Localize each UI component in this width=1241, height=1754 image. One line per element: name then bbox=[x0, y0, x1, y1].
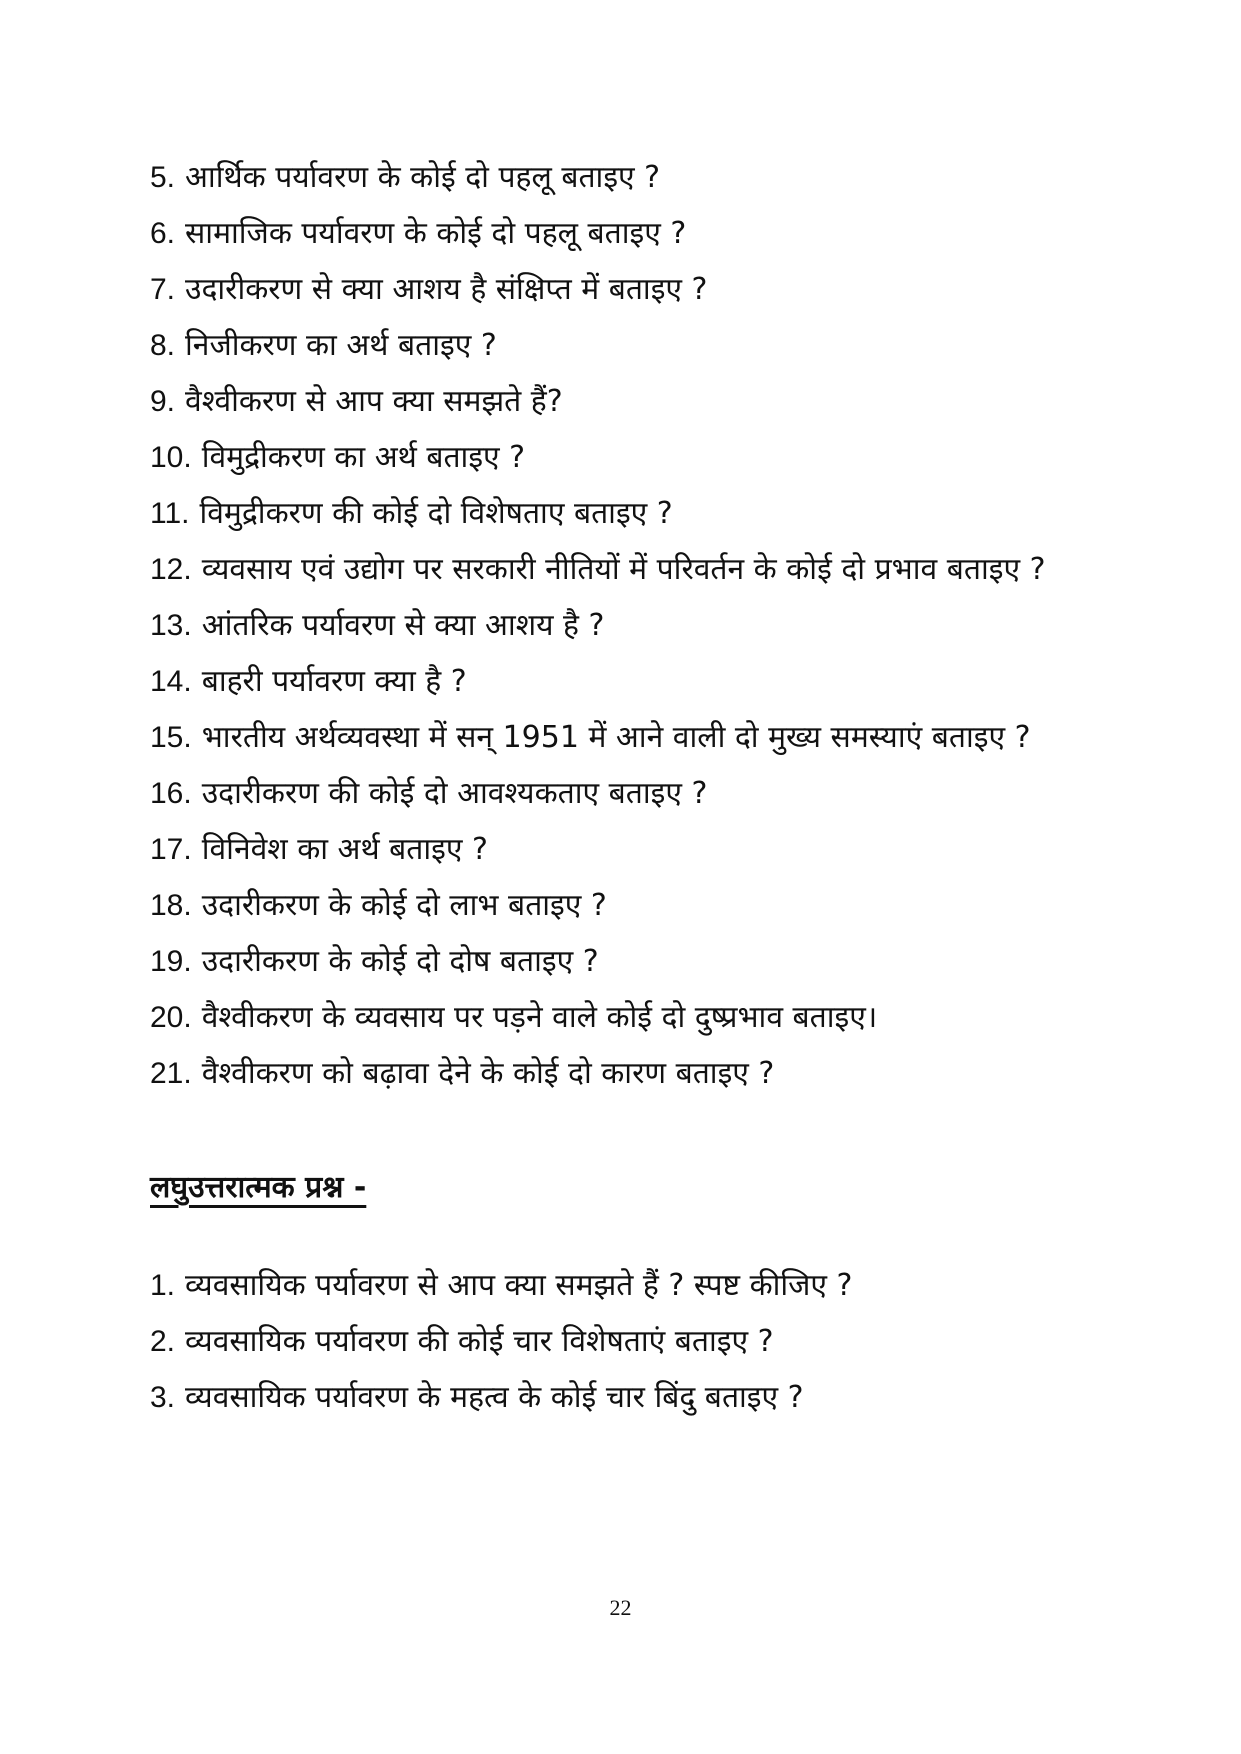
question-number: 20. bbox=[150, 1001, 192, 1034]
short-question-item-3 bbox=[150, 1370, 1090, 1426]
question-text: विनिवेश का अर्थ बताइए ? bbox=[201, 832, 488, 867]
question-item-13 bbox=[150, 598, 1090, 654]
question-number: 8. bbox=[150, 329, 176, 362]
question-item-20 bbox=[150, 990, 1090, 1046]
question-item-9 bbox=[150, 374, 1090, 430]
question-text: उदारीकरण की कोई दो आवश्यकताए बताइए ? bbox=[201, 776, 708, 811]
section-heading-short-answer: लघुउत्तरात्मक प्रश्न - bbox=[150, 1170, 367, 1205]
question-item-11 bbox=[150, 486, 1090, 542]
page-number: 22 bbox=[609, 1595, 632, 1620]
question-text: विमुद्रीकरण की कोई दो विशेषताए बताइए ? bbox=[199, 496, 673, 531]
question-item-21 bbox=[150, 1046, 1090, 1102]
question-item-8 bbox=[150, 318, 1090, 374]
question-number: 15. bbox=[150, 721, 192, 754]
question-text: उदारीकरण के कोई दो दोष बताइए ? bbox=[201, 944, 599, 979]
question-number: 3. bbox=[150, 1381, 176, 1414]
question-text: भारतीय अर्थव्यवस्था में सन् 1951 में आने वाली दो मुख्य समस्याएं बताइए ? bbox=[201, 720, 1031, 755]
question-item-19 bbox=[150, 934, 1090, 990]
question-number: 7. bbox=[150, 273, 176, 306]
question-text: उदारीकरण से क्या आशय है संक्षिप्त में बताइए ? bbox=[185, 272, 708, 307]
question-number: 9. bbox=[150, 385, 176, 418]
question-number: 10. bbox=[150, 441, 192, 474]
question-text: वैश्वीकरण के व्यवसाय पर पड़ने वाले कोई दो दुष्प्रभाव बताइए। bbox=[201, 1000, 878, 1035]
question-text: उदारीकरण के कोई दो लाभ बताइए ? bbox=[201, 888, 607, 923]
question-number: 6. bbox=[150, 217, 176, 250]
question-text: आंतरिक पर्यावरण से क्या आशय है ? bbox=[201, 608, 605, 643]
question-item-14 bbox=[150, 654, 1090, 710]
question-text: वैश्वीकरण से आप क्या समझते हैं? bbox=[185, 384, 563, 419]
question-item-6 bbox=[150, 206, 1090, 262]
question-text: व्यवसायिक पर्यावरण से आप क्या समझते हैं ? स्पष्ट कीजिए ? bbox=[185, 1268, 853, 1303]
question-item-15 bbox=[150, 710, 1090, 766]
question-number: 16. bbox=[150, 777, 192, 810]
question-item-17 bbox=[150, 822, 1090, 878]
question-item-10 bbox=[150, 430, 1090, 486]
question-item-16 bbox=[150, 766, 1090, 822]
short-question-item-2 bbox=[150, 1314, 1090, 1370]
question-number: 2. bbox=[150, 1325, 176, 1358]
question-text: आर्थिक पर्यावरण के कोई दो पहलू बताइए ? bbox=[185, 160, 661, 195]
question-text: सामाजिक पर्यावरण के कोई दो पहलू बताइए ? bbox=[185, 216, 687, 251]
question-list-group-1 bbox=[150, 150, 1090, 1102]
question-number: 18. bbox=[150, 889, 192, 922]
question-text: व्यवसायिक पर्यावरण की कोई चार विशेषताएं बताइए ? bbox=[185, 1324, 774, 1359]
question-number: 1. bbox=[150, 1269, 176, 1302]
question-text: बाहरी पर्यावरण क्या है ? bbox=[201, 664, 467, 699]
question-number: 13. bbox=[150, 609, 192, 642]
question-number: 19. bbox=[150, 945, 192, 978]
question-list-group-2 bbox=[150, 1258, 1090, 1426]
question-item-18 bbox=[150, 878, 1090, 934]
question-number: 5. bbox=[150, 161, 176, 194]
question-number: 17. bbox=[150, 833, 192, 866]
question-text: निजीकरण का अर्थ बताइए ? bbox=[185, 328, 497, 363]
question-item-5 bbox=[150, 150, 1090, 206]
question-number: 21. bbox=[150, 1057, 192, 1090]
question-number: 12. bbox=[150, 553, 192, 586]
question-text: व्यवसाय एवं उद्योग पर सरकारी नीतियों में परिवर्तन के कोई दो प्रभाव बताइए ? bbox=[201, 552, 1046, 587]
question-text: विमुद्रीकरण का अर्थ बताइए ? bbox=[201, 440, 526, 475]
page-content bbox=[150, 150, 1090, 1426]
question-text: व्यवसायिक पर्यावरण के महत्व के कोई चार बिंदु बताइए ? bbox=[185, 1380, 804, 1415]
question-item-7 bbox=[150, 262, 1090, 318]
short-question-item-1 bbox=[150, 1258, 1090, 1314]
question-number: 11. bbox=[150, 497, 190, 530]
question-text: वैश्वीकरण को बढ़ावा देने के कोई दो कारण बताइए ? bbox=[201, 1056, 775, 1091]
question-item-12 bbox=[150, 542, 1090, 598]
question-number: 14. bbox=[150, 665, 192, 698]
